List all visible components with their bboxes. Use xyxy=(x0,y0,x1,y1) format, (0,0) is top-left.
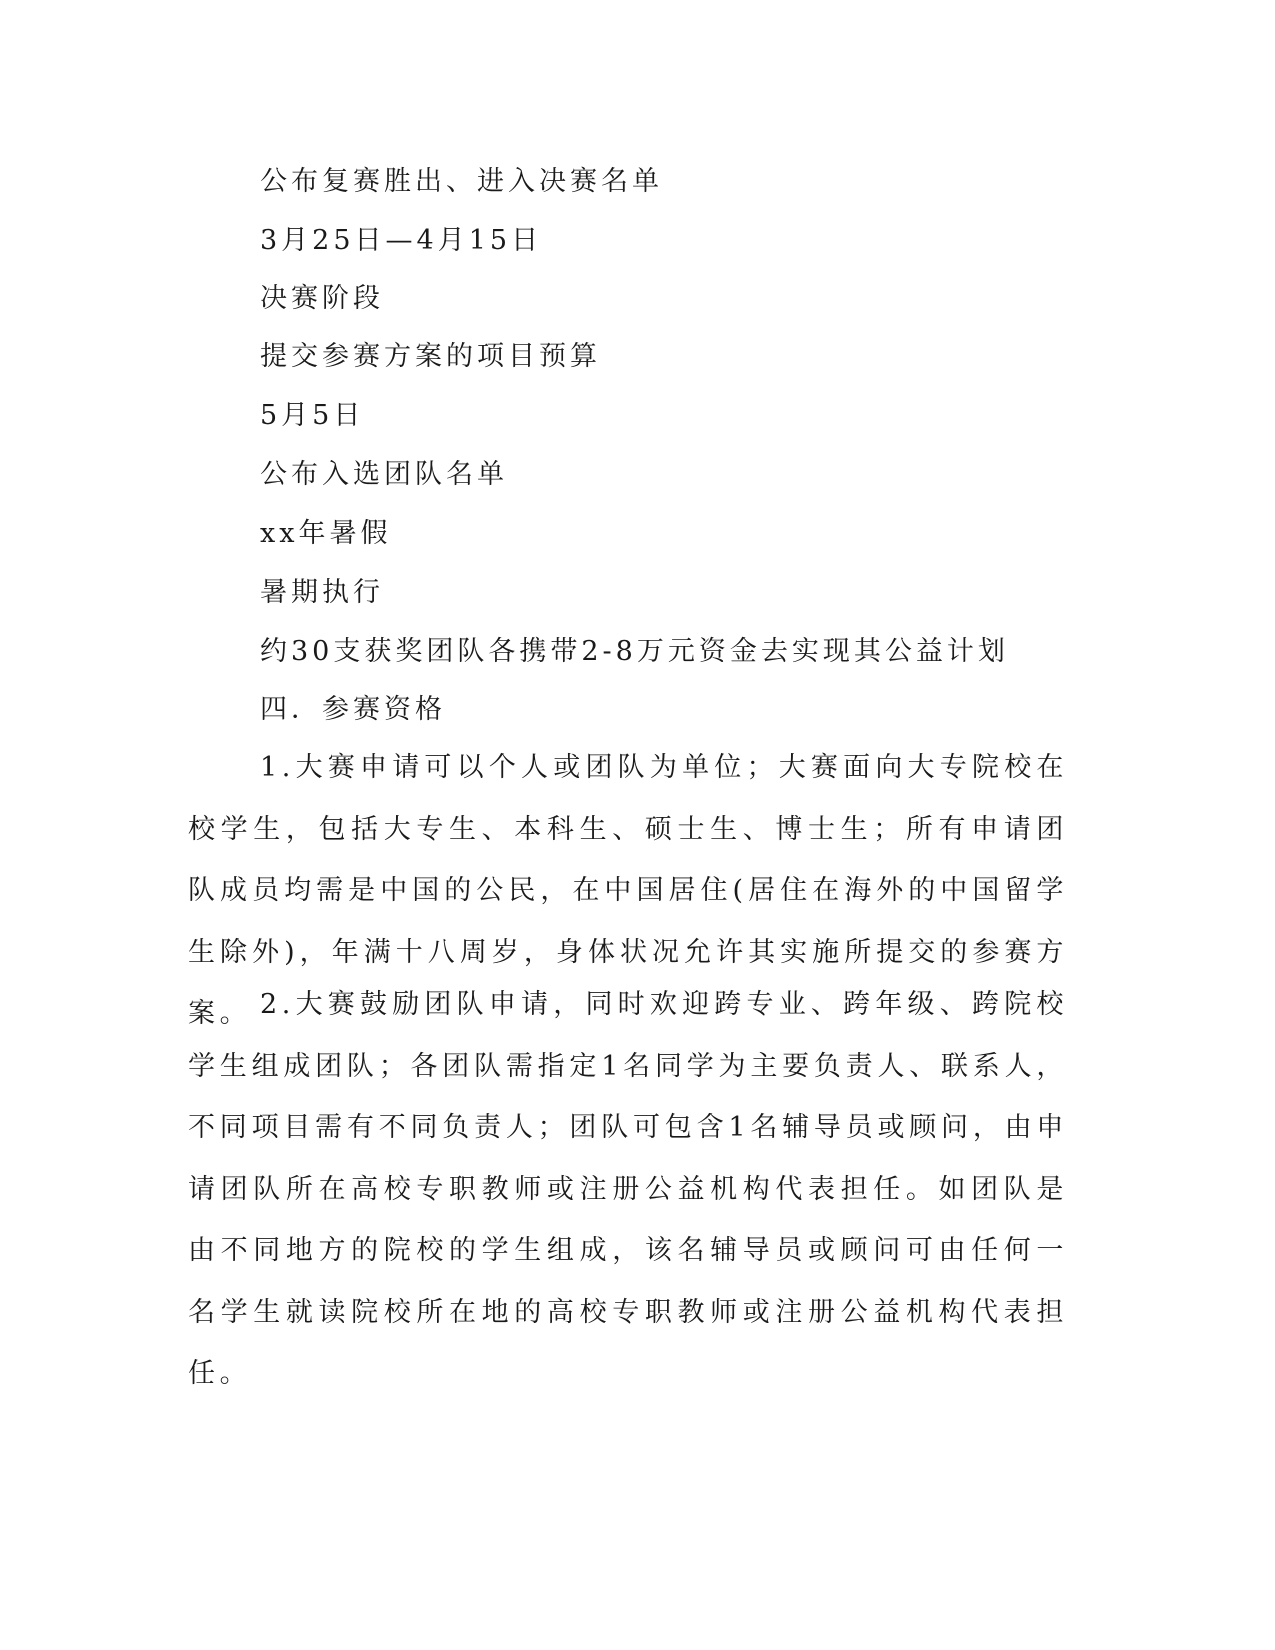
schedule-line-6: 公布入选团队名单 xyxy=(260,459,508,490)
paragraph-eligibility-2: 2.大赛鼓励团队申请，同时欢迎跨专业、跨年级、跨院校学生组成团队；各团队需指定1名同学为主要负责人、联系人，不同项目需有不同负责人；团队可包含1名辅导员或顾问，由申请团队所在高校专职教师或注册公益机构代表担任。如团队是由不同地方的院校的学生组成，该名辅导员或顾问可由任何一名学生就读院校所在地的高校专职教师或注册公益机构代表担任。 xyxy=(188,989,1068,1389)
schedule-line-7: xx年暑假 xyxy=(260,518,392,549)
paragraph-eligibility-1: 1.大赛申请可以个人或团队为单位；大赛面向大专院校在校学生，包括大专生、本科生、硕士生、博士生；所有申请团队成员均需是中国的公民，在中国居住(居住在海外的中国留学生除外)，年满十八周岁，身体状况允许其实施所提交的参赛方案。 xyxy=(188,752,1068,1029)
schedule-line-4: 提交参赛方案的项目预算 xyxy=(260,341,601,372)
schedule-line-9: 约30支获奖团队各携带2-8万元资金去实现其公益计划 xyxy=(260,636,1009,667)
schedule-line-8: 暑期执行 xyxy=(260,577,384,608)
schedule-line-5: 5月5日 xyxy=(260,400,365,431)
schedule-line-2: 3月25日—4月15日 xyxy=(260,225,543,256)
section-heading: 四．参赛资格 xyxy=(260,694,446,725)
schedule-line-3: 决赛阶段 xyxy=(260,283,384,314)
schedule-line-1: 公布复赛胜出、进入决赛名单 xyxy=(260,166,663,197)
